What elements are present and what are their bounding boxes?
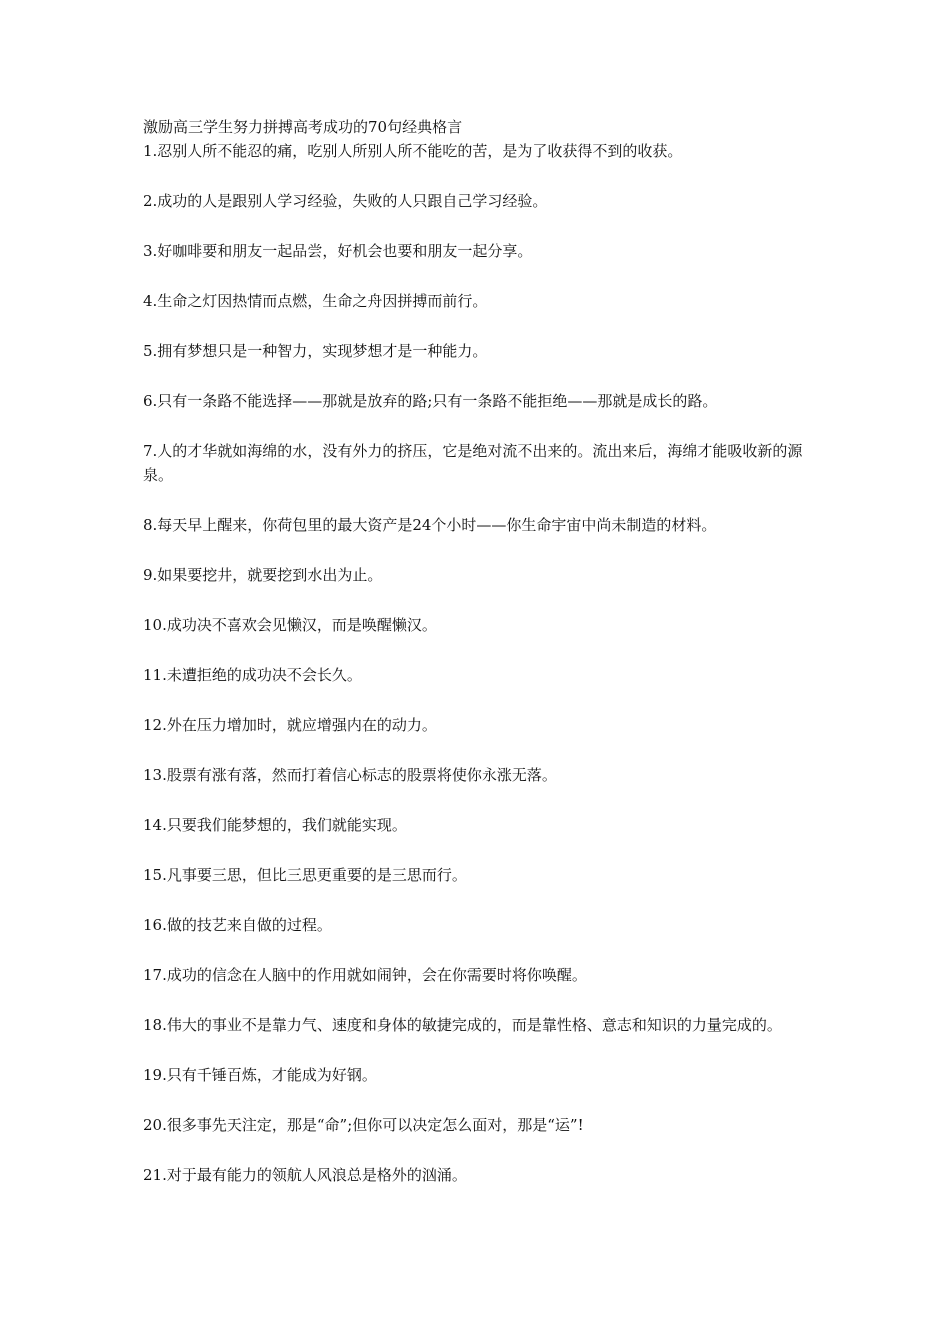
quote-item-14: 14.只要我们能梦想的，我们就能实现。 xyxy=(143,816,407,834)
quote-item-4: 4.生命之灯因热情而点燃，生命之舟因拼搏而前行。 xyxy=(143,292,488,310)
quote-item-18: 18.伟大的事业不是靠力气、速度和身体的敏捷完成的，而是靠性格、意志和知识的力量完成的。 xyxy=(143,1016,782,1034)
quote-list xyxy=(143,139,815,1187)
quote-item-7: 7.人的才华就如海绵的水，没有外力的挤压，它是绝对流不出来的。流出来后，海绵才能吸收新的源泉。 xyxy=(143,442,803,484)
quote-item-12: 12.外在压力增加时，就应增强内在的动力。 xyxy=(143,716,437,734)
quote-item-3: 3.好咖啡要和朋友一起品尝，好机会也要和朋友一起分享。 xyxy=(143,242,533,260)
quote-item-1: 1.忍别人所不能忍的痛，吃别人所别人所不能吃的苦，是为了收获得不到的收获。 xyxy=(143,142,683,160)
quote-item-5: 5.拥有梦想只是一种智力，实现梦想才是一种能力。 xyxy=(143,342,488,360)
quote-item-21: 21.对于最有能力的领航人风浪总是格外的汹涌。 xyxy=(143,1166,467,1184)
quote-item-9: 9.如果要挖井，就要挖到水出为止。 xyxy=(143,566,383,584)
quote-item-11: 11.未遭拒绝的成功决不会长久。 xyxy=(143,666,362,684)
quote-item-20: 20.很多事先天注定，那是“命”;但你可以决定怎么面对，那是“运”! xyxy=(143,1116,584,1134)
quote-item-15: 15.凡事要三思，但比三思更重要的是三思而行。 xyxy=(143,866,467,884)
quote-item-10: 10.成功决不喜欢会见懒汉，而是唤醒懒汉。 xyxy=(143,616,437,634)
quote-item-16: 16.做的技艺来自做的过程。 xyxy=(143,916,332,934)
quote-item-13: 13.股票有涨有落，然而打着信心标志的股票将使你永涨无落。 xyxy=(143,766,557,784)
quote-item-8: 8.每天早上醒来，你荷包里的最大资产是24个小时——你生命宇宙中尚未制造的材料。 xyxy=(143,516,717,534)
quote-item-19: 19.只有千锤百炼，才能成为好钢。 xyxy=(143,1066,377,1084)
document-title: 激励高三学生努力拼搏高考成功的70句经典格言 xyxy=(143,118,463,136)
quote-item-17: 17.成功的信念在人脑中的作用就如闹钟，会在你需要时将你唤醒。 xyxy=(143,966,587,984)
quote-item-2: 2.成功的人是跟别人学习经验，失败的人只跟自己学习经验。 xyxy=(143,192,548,210)
quote-item-6: 6.只有一条路不能选择——那就是放弃的路;只有一条路不能拒绝——那就是成长的路。 xyxy=(143,392,718,410)
document-body xyxy=(143,115,815,1213)
